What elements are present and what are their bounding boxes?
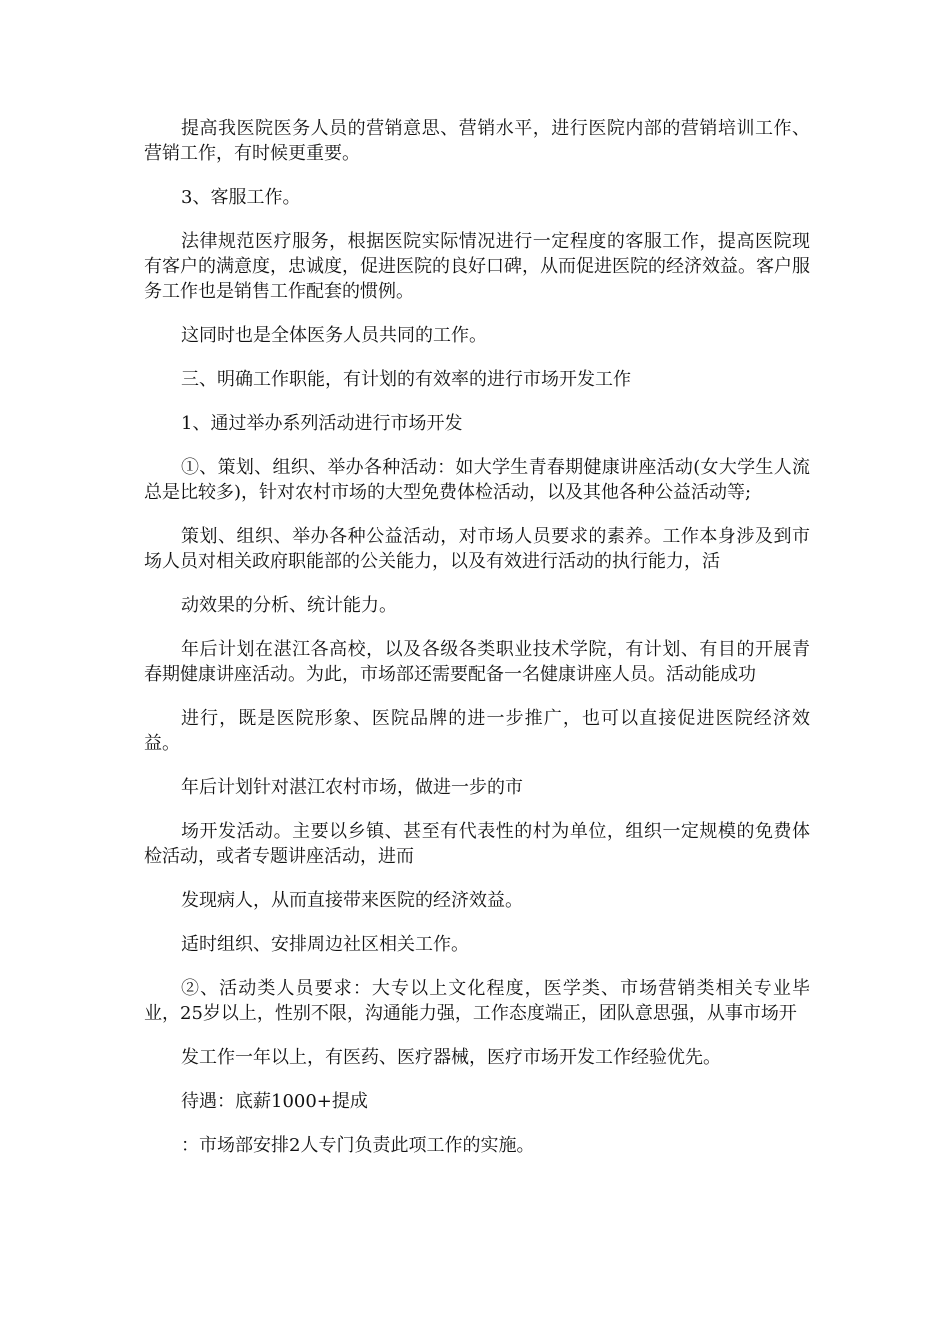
paragraph-9: 动效果的分析、统计能力。 (181, 595, 397, 616)
paragraph-14: 发现病人，从而直接带来医院的经济效益。 (181, 890, 523, 911)
paragraph-15: 适时组织、安排周边社区相关工作。 (181, 934, 469, 955)
paragraph-13: 场开发活动。主要以乡镇、甚至有代表性的村为单位，组织一定规模的免费体检活动，或者专题讲座活动，进而 (144, 821, 810, 867)
paragraph-16: ②、活动类人员要求：大专以上文化程度，医学类、市场营销类相关专业毕业，25岁以上，性别不限，沟通能力强，工作态度端正，团队意思强，从事市场开 (144, 978, 810, 1024)
paragraph-17: 发工作一年以上，有医药、医疗器械，医疗市场开发工作经验优先。 (181, 1047, 721, 1068)
paragraph-1: 提高我医院医务人员的营销意思、营销水平，进行医院内部的营销培训工作、营销工作，有时候更重要。 (144, 118, 810, 164)
paragraph-10: 年后计划在湛江各高校，以及各级各类职业技术学院，有计划、有目的开展青春期健康讲座活动。为此，市场部还需要配备一名健康讲座人员。活动能成功 (144, 639, 810, 685)
paragraph-7: ①、策划、组织、举办各种活动：如大学生青春期健康讲座活动(女大学生人流总是比较多)，针对农村市场的大型免费体检活动，以及其他各种公益活动等; (144, 457, 810, 503)
paragraph-2: 3、客服工作。 (181, 187, 301, 208)
document-body (144, 116, 810, 1177)
paragraph-3: 法律规范医疗服务，根据医院实际情况进行一定程度的客服工作，提高医院现有客户的满意度，忠诚度，促进医院的良好口碑，从而促进医院的经济效益。客户服务工作也是销售工作配套的惯例。 (144, 231, 810, 302)
paragraph-8: 策划、组织、举办各种公益活动，对市场人员要求的素养。工作本身涉及到市场人员对相关政府职能部的公关能力，以及有效进行活动的执行能力，活 (144, 526, 810, 572)
paragraph-4: 这同时也是全体医务人员共同的工作。 (181, 325, 487, 346)
subheading-1: 1、通过举办系列活动进行市场开发 (181, 413, 463, 434)
paragraph-18: 待遇：底薪1000+提成 (181, 1091, 368, 1112)
paragraph-19: ：市场部安排2人专门负责此项工作的实施。 (181, 1135, 535, 1156)
paragraph-11: 进行，既是医院形象、医院品牌的进一步推广，也可以直接促进医院经济效益。 (144, 708, 810, 754)
section-heading-3: 三、明确工作职能，有计划的有效率的进行市场开发工作 (181, 369, 631, 390)
paragraph-12: 年后计划针对湛江农村市场，做进一步的市 (181, 777, 523, 798)
